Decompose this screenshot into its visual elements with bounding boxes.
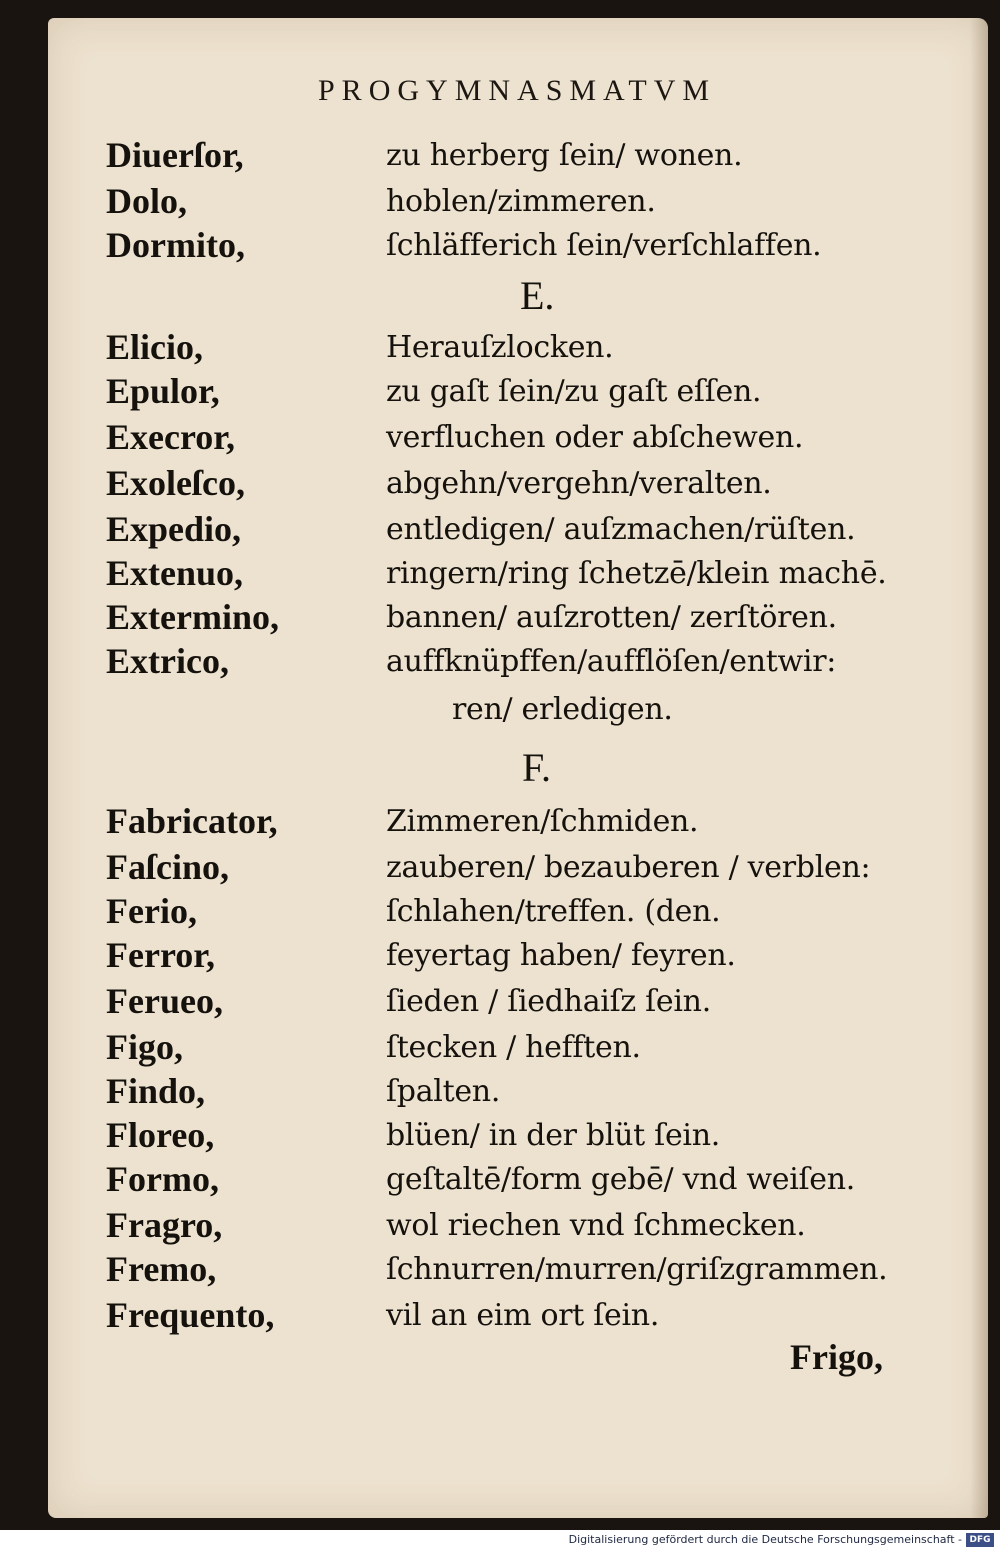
gloss: auffknüpffen/aufflöſen/entwir: — [386, 644, 837, 679]
gloss: entledigen/ auſzmachen/rüſten. — [386, 512, 856, 547]
lemma: Extrico, — [106, 641, 229, 681]
gloss: abgehn/vergehn/veralten. — [386, 466, 772, 501]
entry-row — [0, 1114, 940, 1158]
entry-row — [0, 980, 940, 1024]
gloss: blüen/ in der blüt ſein. — [386, 1118, 720, 1153]
entry-row — [0, 134, 940, 178]
gloss: ſtecken / hefften. — [386, 1030, 641, 1065]
catchword: Frigo, — [790, 1337, 883, 1377]
gloss: zu herberg ſein/ wonen. — [386, 138, 743, 173]
lemma: Extenuo, — [106, 553, 244, 593]
lemma: Ferueo, — [106, 981, 223, 1021]
entry-row — [0, 1158, 940, 1202]
entry-row — [0, 934, 940, 978]
lemma: Frequento, — [106, 1295, 275, 1335]
entry-row-continuation — [0, 688, 940, 732]
lemma: Expedio, — [106, 509, 242, 549]
entry-row — [0, 370, 940, 414]
gloss: ſpalten. — [386, 1074, 501, 1109]
entry-row — [0, 508, 940, 552]
gloss: wol riechen vnd ſchmecken. — [386, 1208, 806, 1243]
gloss: ſieden / ſiedhaiſz ſein. — [386, 984, 711, 1019]
lemma: Faſcino, — [106, 847, 229, 887]
entry-row — [0, 846, 940, 890]
lemma: Figo, — [106, 1027, 183, 1067]
entry-row — [0, 1026, 940, 1070]
page-edge-shadow — [970, 18, 988, 1518]
dfg-logo: DFG — [966, 1533, 994, 1547]
entry-row — [0, 640, 940, 684]
entry-row — [0, 596, 940, 640]
gloss: vil an eim ort ſein. — [386, 1298, 660, 1333]
entry-row — [0, 1248, 940, 1292]
entry-row — [0, 552, 940, 596]
gloss: ſchläfferich ſein/verſchlaffen. — [386, 228, 822, 263]
entry-row — [0, 326, 940, 370]
lemma: Dormito, — [106, 225, 245, 265]
entry-row — [0, 800, 940, 844]
lemma: Elicio, — [106, 327, 203, 367]
gloss: hoblen/zimmeren. — [386, 184, 656, 219]
gloss: ſchnurren/murren/griſzgrammen. — [386, 1252, 888, 1287]
lemma: Exoleſco, — [106, 463, 245, 503]
entry-row — [0, 462, 940, 506]
lemma: Fabricator, — [106, 801, 278, 841]
gloss: Herauſzlocken. — [386, 330, 614, 365]
section-letter-e: E. — [520, 273, 555, 318]
gloss: zu gaſt ſein/zu gaſt eſſen. — [386, 374, 762, 409]
lemma: Fremo, — [106, 1249, 217, 1289]
entry-row — [0, 890, 940, 934]
footer-credit: Digitalisierung gefördert durch die Deutsche Forschungsgemeinschaft - — [568, 1533, 962, 1546]
gloss: bannen/ auſzrotten/ zerſtören. — [386, 600, 837, 635]
entry-row — [0, 1294, 940, 1338]
lemma: Fragro, — [106, 1205, 223, 1245]
entry-row — [0, 416, 940, 460]
lemma: Epulor, — [106, 371, 220, 411]
entry-row — [0, 224, 940, 268]
gloss: geſtaltē/form gebē/ vnd weiſen. — [386, 1162, 856, 1197]
lemma: Execror, — [106, 417, 235, 457]
gloss: Zimmeren/ſchmiden. — [386, 804, 699, 839]
gloss-continuation: ren/ erledigen. — [452, 692, 673, 727]
lemma: Dolo, — [106, 181, 187, 221]
gloss: ringern/ring ſchetzē/klein machē. — [386, 556, 887, 591]
gloss: feyertag haben/ feyren. — [386, 938, 736, 973]
lemma: Floreo, — [106, 1115, 215, 1155]
section-letter-f: F. — [522, 745, 552, 790]
entry-row — [0, 1204, 940, 1248]
gloss: ſchlahen/treffen. (den. — [386, 894, 721, 929]
lemma: Ferio, — [106, 891, 197, 931]
digitization-footer — [0, 1530, 1000, 1551]
lemma: Findo, — [106, 1071, 206, 1111]
lemma: Extermino, — [106, 597, 279, 637]
lemma: Formo, — [106, 1159, 219, 1199]
gloss: zauberen/ bezauberen / verblen: — [386, 850, 871, 885]
entry-row — [0, 1070, 940, 1114]
running-head: PROGYMNASMATVM — [318, 74, 717, 107]
lemma: Diuerſor, — [106, 135, 244, 175]
lemma: Ferror, — [106, 935, 215, 975]
gloss: verfluchen oder abſchewen. — [386, 420, 804, 455]
entry-row — [0, 180, 940, 224]
